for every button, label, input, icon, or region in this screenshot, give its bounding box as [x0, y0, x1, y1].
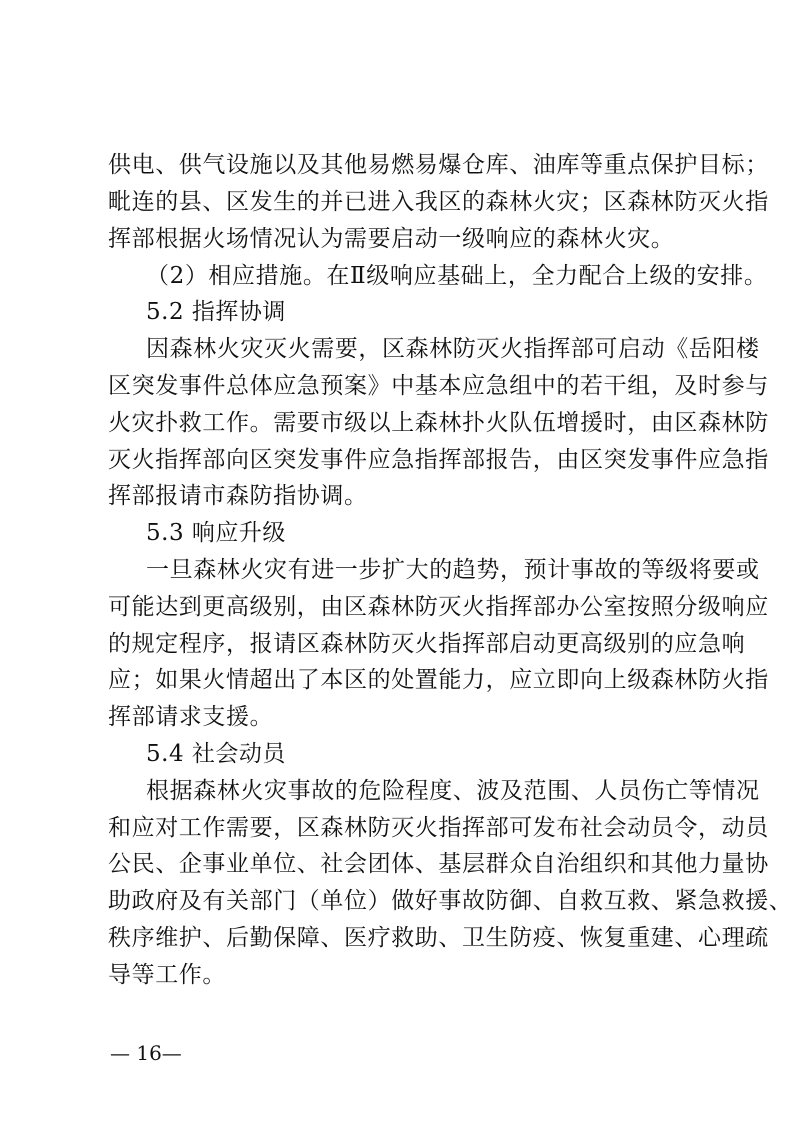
- body-line: 根据森林火灾事故的危险程度、波及范围、人员伤亡等情况: [146, 778, 760, 804]
- body-line: 导等工作。: [108, 962, 226, 988]
- body-line: 供电、供气设施以及其他易燃易爆仓库、油库等重点保护目标；: [108, 152, 769, 178]
- body-line: 可能达到更高级别，由区森林防灭火指挥部办公室按照分级响应: [108, 594, 769, 620]
- body-line: 应；如果火情超出了本区的处置能力，应立即向上级森林防火指: [108, 667, 769, 693]
- body-line: 助政府及有关部门（单位）做好事故防御、自救互救、紧急救援、: [108, 888, 793, 914]
- section-heading-5-3: 5.3 响应升级: [146, 520, 286, 546]
- body-line: 灭火指挥部向区突发事件应急指挥部报告，由区突发事件应急指: [108, 447, 769, 473]
- body-line: 火灾扑救工作。需要市级以上森林扑火队伍增援时，由区森林防: [108, 410, 769, 436]
- body-line: 挥部报请市森防指协调。: [108, 483, 368, 509]
- body-line: 秩序维护、后勤保障、医疗救助、卫生防疫、恢复重建、心理疏: [108, 925, 769, 951]
- body-line: 挥部请求支援。: [108, 704, 274, 730]
- body-line: 挥部根据火场情况认为需要启动一级响应的森林火灾。: [108, 226, 675, 252]
- body-line: 一旦森林火灾有进一步扩大的趋势，预计事故的等级将要或: [146, 557, 760, 583]
- section-heading-5-2: 5.2 指挥协调: [146, 299, 286, 325]
- body-line: 的规定程序，报请区森林防灭火指挥部启动更高级别的应急响: [108, 631, 746, 657]
- body-line: 因森林火灾灭火需要，区森林防灭火指挥部可启动《岳阳楼: [146, 336, 760, 362]
- body-line: 毗连的县、区发生的并已进入我区的森林火灾；区森林防灭火指: [108, 189, 769, 215]
- body-line: 公民、企事业单位、社会团体、基层群众自治组织和其他力量协: [108, 851, 769, 877]
- section-heading-5-4: 5.4 社会动员: [146, 741, 286, 767]
- body-line: 和应对工作需要，区森林防灭火指挥部可发布社会动员令，动员: [108, 815, 769, 841]
- body-line: （2）相应措施。在Ⅱ级响应基础上，全力配合上级的安排。: [146, 263, 768, 289]
- page-number: — 16—: [110, 1041, 182, 1065]
- body-line: 区突发事件总体应急预案》中基本应急组中的若干组，及时参与: [108, 373, 769, 399]
